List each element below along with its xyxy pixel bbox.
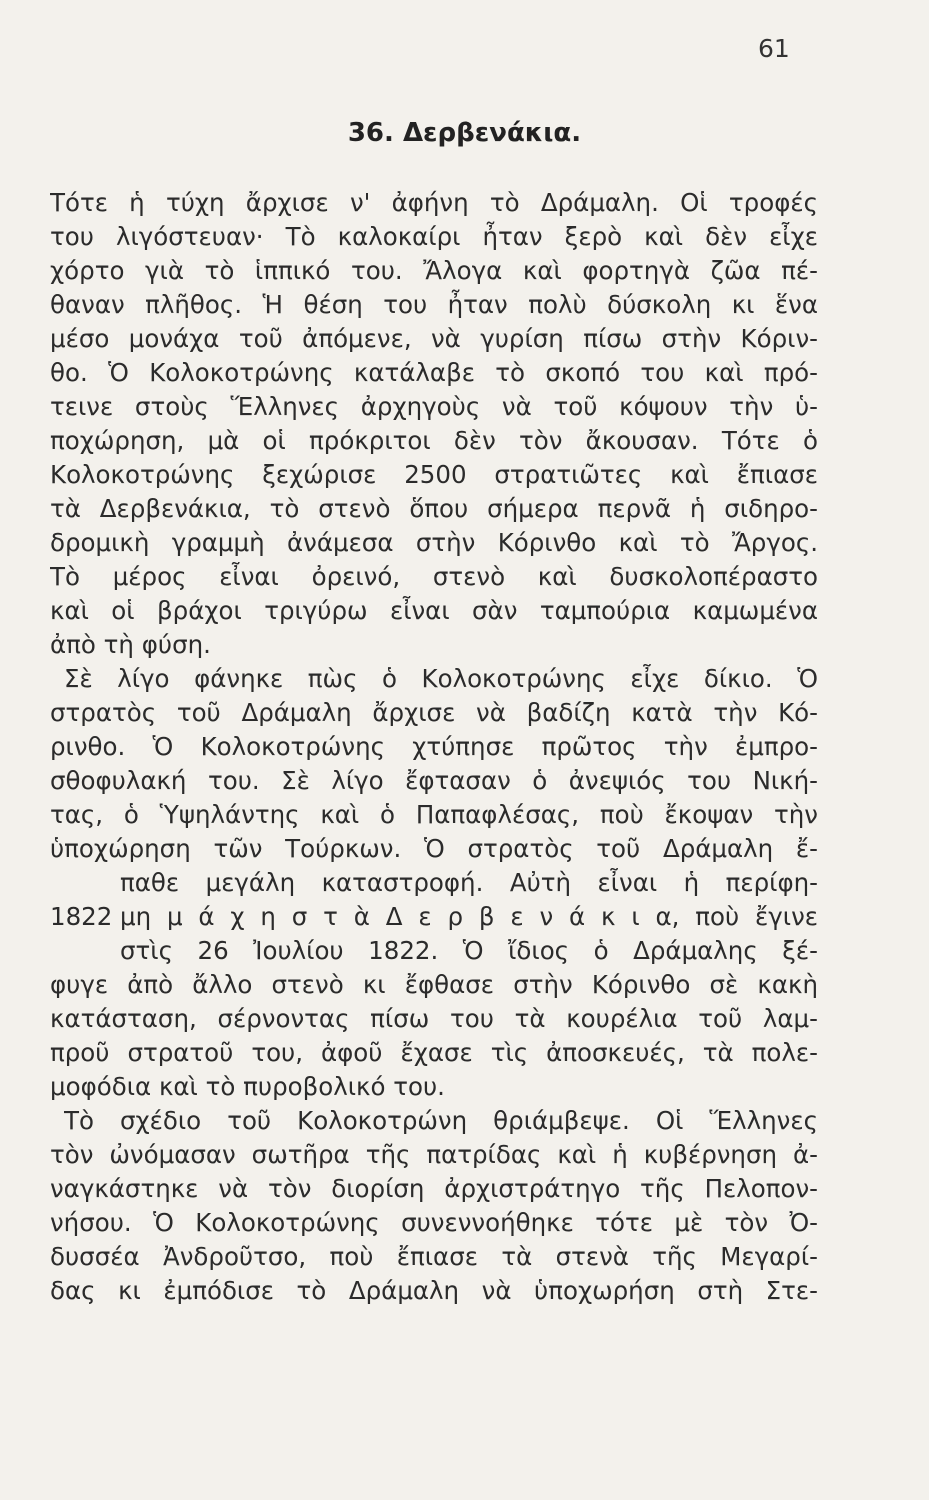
text-line: μοφόδια καὶ τὸ πυροβολικό του. (50, 1072, 445, 1101)
text-line: τὰ Δερβενάκια, τὸ στενὸ ὅπου σήμερα περνᾶ ἡ σιδηρο- (50, 494, 818, 523)
text-line: Κολοκοτρώνης ξεχώρισε 2500 στρατιῶτες καὶ ἔπιασε (50, 460, 818, 489)
margin-year-note: 1822 (50, 902, 113, 931)
text-line: Σὲ λίγο φάνηκε πὼς ὁ Κολοκοτρώνης εἶχε δίκιο. Ὁ (64, 664, 818, 693)
text-line: ἀπὸ τὴ φύση. (50, 630, 211, 659)
text-line: σθοφυλακή του. Σὲ λίγο ἔφτασαν ὁ ἀνεψιός του Νική- (50, 766, 818, 795)
text-line: ναγκάστηκε νὰ τὸν διορίση ἀρχιστράτηγο τῆς Πελοπον- (50, 1174, 818, 1203)
text-line: κατάσταση, σέρνοντας πίσω του τὰ κουρέλια τοῦ λαμ- (50, 1004, 818, 1033)
text-line: τεινε στοὺς Ἕλληνες ἀρχηγοὺς νὰ τοῦ κόψουν τὴν ὑ- (50, 392, 818, 421)
text-line: μη μ ά χ η σ τ ὰ Δ ε ρ β ε ν ά κ ι α, ποὺ ἔγινε (120, 902, 818, 931)
text-line: στὶς 26 Ἰουλίου 1822. Ὁ ἴδιος ὁ Δράμαλης ξέ- (120, 936, 818, 965)
text-line: ρινθο. Ὁ Κολοκοτρώνης χτύπησε πρῶτος τὴν ἐμπρο- (50, 732, 818, 761)
text-line: θαναν πλῆθος. Ἡ θέση του ἦταν πολὺ δύσκολη κι ἕνα (50, 290, 818, 319)
text-line: τὸν ὠνόμασαν σωτῆρα τῆς πατρίδας καὶ ἡ κυβέρνηση ἀ- (50, 1140, 818, 1169)
text-line: του λιγόστευαν· Τὸ καλοκαίρι ἦταν ξερὸ καὶ δὲν εἶχε (50, 222, 818, 251)
text-line: ποχώρηση, μὰ οἱ πρόκριτοι δὲν τὸν ἄκουσαν. Τότε ὁ (50, 426, 818, 455)
page-number: 61 (758, 34, 790, 63)
text-line: θο. Ὁ Κολοκοτρώνης κατάλαβε τὸ σκοπό του καὶ πρό- (50, 358, 818, 387)
text-line: νήσου. Ὁ Κολοκοτρώνης συνεννοήθηκε τότε μὲ τὸν Ὀ- (50, 1208, 818, 1237)
text-line: δυσσέα Ἀνδροῦτσο, ποὺ ἔπιασε τὰ στενὰ τῆς Μεγαρί- (50, 1242, 818, 1271)
text-line: τας, ὁ Ὑψηλάντης καὶ ὁ Παπαφλέσας, ποὺ ἔκοψαν τὴν (50, 800, 818, 829)
text-line: ὑποχώρηση τῶν Τούρκων. Ὁ στρατὸς τοῦ Δράμαλη ἔ- (50, 834, 818, 863)
text-line: Τότε ἡ τύχη ἄρχισε ν' ἀφήνη τὸ Δράμαλη. Οἱ τροφές (50, 188, 818, 217)
text-line: χόρτο γιὰ τὸ ἱππικό του. Ἄλογα καὶ φορτηγὰ ζῶα πέ- (50, 256, 818, 285)
text-line: καὶ οἱ βράχοι τριγύρω εἶναι σὰν ταμπούρια καμωμένα (50, 596, 818, 625)
text-line: παθε μεγάλη καταστροφή. Αὐτὴ εἶναι ἡ περίφη- (120, 868, 818, 897)
text-line: δας κι ἐμπόδισε τὸ Δράμαλη νὰ ὑποχωρήση στὴ Στε- (50, 1276, 818, 1305)
text-line: Τὸ σχέδιο τοῦ Κολοκοτρώνη θριάμβεψε. Οἱ Ἕλληνες (64, 1106, 818, 1135)
chapter-title: 36. Δερβενάκια. (347, 118, 582, 148)
text-line: προῦ στρατοῦ του, ἀφοῦ ἔχασε τὶς ἀποσκευές, τὰ πολε- (50, 1038, 818, 1067)
text-line: μέσο μονάχα τοῦ ἀπόμενε, νὰ γυρίση πίσω στὴν Κόριν- (50, 324, 818, 353)
text-line: φυγε ἀπὸ ἄλλο στενὸ κι ἔφθασε στὴν Κόρινθο σὲ κακὴ (50, 970, 818, 999)
text-line: δρομικὴ γραμμὴ ἀνάμεσα στὴν Κόρινθο καὶ τὸ Ἄργος. (50, 528, 818, 557)
text-line: στρατὸς τοῦ Δράμαλη ἄρχισε νὰ βαδίζη κατὰ τὴν Κό- (50, 698, 818, 727)
text-line: Τὸ μέρος εἶναι ὀρεινό, στενὸ καὶ δυσκολοπέραστο (50, 562, 818, 591)
